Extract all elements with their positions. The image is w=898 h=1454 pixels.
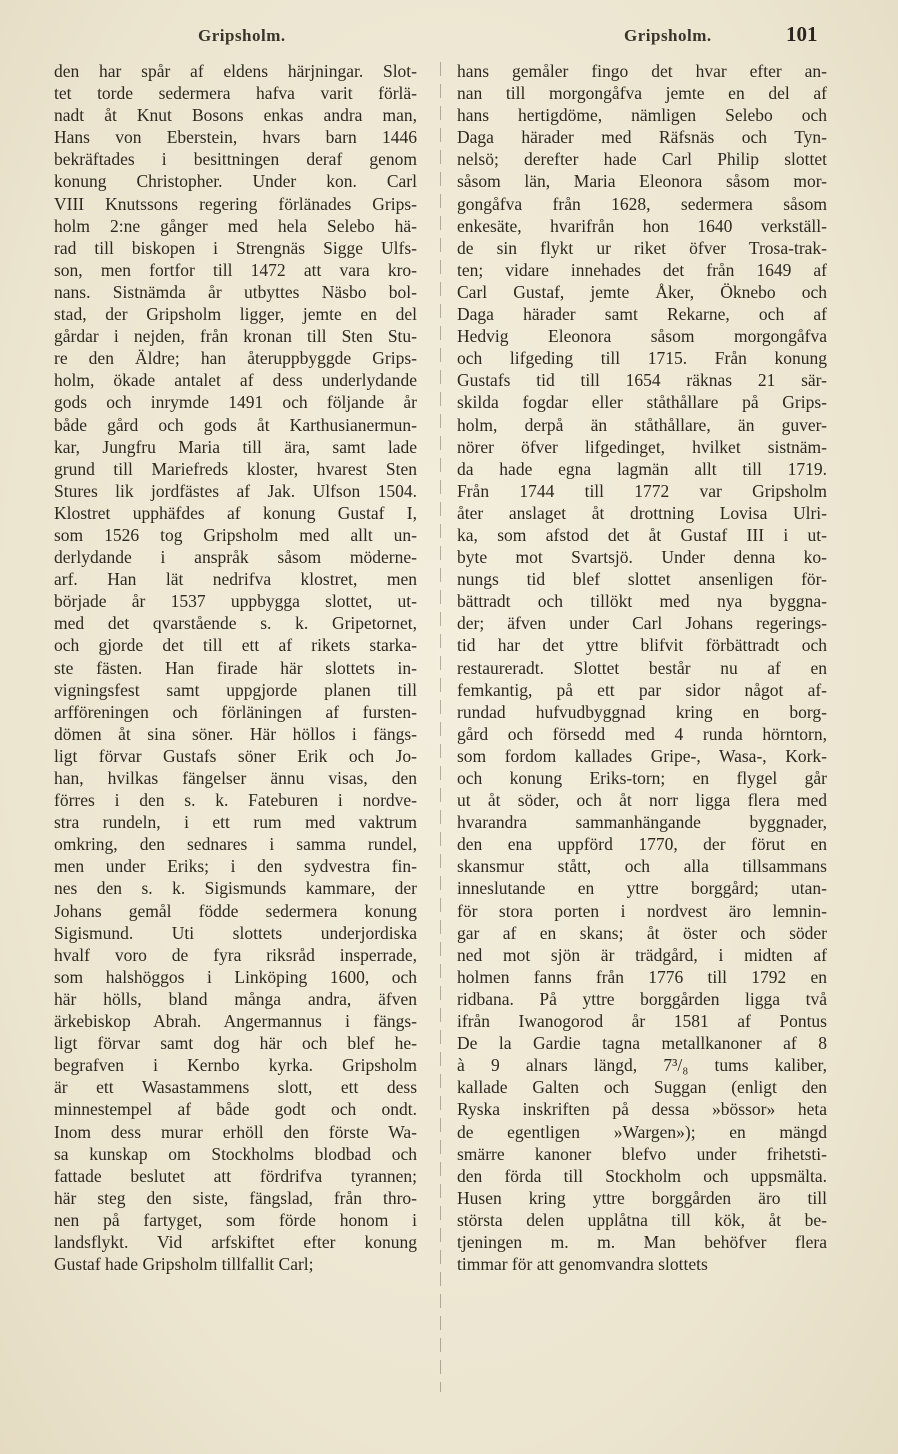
text-line: och konung Eriks-torn; en flygel går xyxy=(457,768,827,788)
text-line: här steg den siste, fängslad, från thro- xyxy=(54,1187,417,1208)
text-line: Carl Gustaf, jemte Åker, Öknebo och xyxy=(457,281,827,302)
text-column-right xyxy=(457,60,827,1275)
text-line: vigningsfest samt uppgjorde planen till xyxy=(54,679,417,700)
text-line: gongåfva från 1628, sedermera såsom xyxy=(457,193,827,214)
text-line: gar af en skans; åt öster och söder xyxy=(457,922,827,943)
text-line: den har spår af eldens härjningar. Slot- xyxy=(54,61,417,81)
text-line: landsflykt. Vid arfskiftet efter konung xyxy=(54,1231,417,1252)
text-line: derlydande i anspråk såsom möderne- xyxy=(54,547,417,568)
text-line: re den Äldre; han återuppbyggde Grips- xyxy=(54,348,417,369)
text-line: da hade egna lagmän allt till 1719. xyxy=(457,458,827,479)
text-line: ifrån Iwanogorod år 1581 af Pontus xyxy=(457,1011,827,1032)
text-line: kar, Jungfru Maria till ära, samt lade xyxy=(54,436,417,457)
text-line: ste fästen. Han firade här slottets in- xyxy=(54,657,417,678)
text-line: omkring, den sednares i samma rundel, xyxy=(54,834,417,855)
text-line: för stora porten i nordvest äro lemnin- xyxy=(457,900,827,921)
text-line: byte mot Svartsjö. Under denna ko- xyxy=(457,547,827,568)
text-line: Daga härader med Räfsnäs och Tyn- xyxy=(457,127,827,148)
text-line: arfföreningen och förläningen af fursten- xyxy=(54,701,417,722)
text-line: holm, derpå än ståthållare, än guver- xyxy=(457,414,827,435)
text-line: begrafven i Kernbo kyrka. Gripsholm xyxy=(54,1055,417,1076)
text-line: nungs tid blef slottet ansenligen för- xyxy=(457,569,827,590)
text-line: fattade beslutet att fördrifva tyrannen; xyxy=(54,1165,417,1186)
text-line: à 9 alnars längd, 7³/₈ tums kaliber, xyxy=(457,1055,827,1076)
text-line: gård och försedd med 4 runda hörntorn, xyxy=(457,723,827,744)
text-line: största delen upplåtna till kök, åt be- xyxy=(457,1209,827,1230)
text-line: han, hvilkas fängelser ännu visas, den xyxy=(54,768,417,788)
text-line: restaureradt. Slottet består nu af en xyxy=(457,657,827,678)
text-line: tjeningen m. m. Man behöfver flera xyxy=(457,1231,827,1252)
text-line: åter anslaget åt drottning Lovisa Ulri- xyxy=(457,502,827,523)
text-line: ärkebiskop Abrah. Angermannus i fängs- xyxy=(54,1011,417,1032)
text-line: kallade Galten och Suggan (enligt den xyxy=(457,1077,827,1098)
text-line: bekräftades i besittningen deraf genom xyxy=(54,149,417,170)
text-line: holm, ökade antalet af dess underlydande xyxy=(54,370,417,391)
text-line: hans gemåler fingo det hvar efter an- xyxy=(457,61,827,81)
text-line: Från 1744 till 1772 var Gripsholm xyxy=(457,480,827,501)
text-line: holmen fanns från 1776 till 1792 en xyxy=(457,966,827,987)
text-line: nörer öfver lifgedinget, hvilket sistnäm- xyxy=(457,436,827,457)
text-line: son, men fortfor till 1472 att vara kro- xyxy=(54,259,417,280)
text-line: hans hertigdöme, nämligen Selebo och xyxy=(457,105,827,126)
text-line: Daga härader samt Rekarne, och af xyxy=(457,304,827,325)
text-line: ka, som afstod det åt Gustaf III i ut- xyxy=(457,524,827,545)
text-line: skilda fogdar eller ståthållare på Grips- xyxy=(457,392,827,413)
text-line: som fordom kallades Gripe-, Wasa-, Kork- xyxy=(457,745,827,766)
text-line: ridbana. På yttre borggården ligga två xyxy=(457,988,827,1009)
text-line: nen på fartyget, som förde honom i xyxy=(54,1209,417,1230)
text-line: både gård och gods åt Karthusianermun- xyxy=(54,414,417,435)
text-line: stra rundeln, i ett rum med vaktrum xyxy=(54,812,417,833)
text-line: rundad hufvudbyggnad kring en borg- xyxy=(457,701,827,722)
text-line: stad, der Gripsholm ligger, jemte en del xyxy=(54,304,417,325)
text-line: Hedvig Eleonora såsom morgongåfva xyxy=(457,326,827,347)
text-line: VIII Knutssons regering förlänades Grips- xyxy=(54,193,417,214)
text-line: började år 1537 uppbygga slottet, ut- xyxy=(54,591,417,612)
text-line: der; äfven under Carl Johans regerings- xyxy=(457,613,827,634)
text-line: gods och inrymde 1491 och följande år xyxy=(54,392,417,413)
running-header-right: Gripsholm. xyxy=(624,26,712,45)
text-line: hvalf voro de fyra riksråd insperrade, xyxy=(54,944,417,965)
text-line: och gjorde det till ett af rikets starka- xyxy=(54,635,417,656)
text-line: nadt åt Knut Bosons enkas andra man, xyxy=(54,105,417,126)
text-line: som 1526 tog Gripsholm med allt un- xyxy=(54,524,417,545)
text-line: ned mot sjön är trädgård, i midten af xyxy=(457,944,827,965)
text-line: förres i den s. k. Fateburen i nordve- xyxy=(54,790,417,811)
text-line: Gustaf hade Gripsholm tillfallit Carl; xyxy=(54,1254,314,1275)
text-line: ligt förvar Gustafs söner Erik och Jo- xyxy=(54,745,417,766)
text-line: smärre kanoner blefvo under frihetsti- xyxy=(457,1143,827,1164)
text-line: enkesäte, hvarifrån hon 1640 verkställ- xyxy=(457,215,827,236)
text-line: konung Christopher. Under kon. Carl xyxy=(54,171,417,192)
text-line: den förda till Stockholm och uppsmälta. xyxy=(457,1165,827,1186)
text-line: de egentligen »Wargen»); en mängd xyxy=(457,1121,827,1142)
running-header-left: Gripsholm. xyxy=(198,26,286,45)
text-line: Husen kring yttre borggården äro till xyxy=(457,1187,827,1208)
column-divider xyxy=(440,62,441,1392)
text-line: Johans gemål födde sedermera konung xyxy=(54,900,417,921)
text-line: holm 2:ne gånger med hela Selebo hä- xyxy=(54,215,417,236)
text-line: skansmur stått, och alla tillsammans xyxy=(457,856,827,877)
text-line: nes den s. k. Sigismunds kammare, der xyxy=(54,878,417,899)
text-line: den ena uppförd 1770, der förut en xyxy=(457,834,827,855)
text-line: Hans von Eberstein, hvars barn 1446 xyxy=(54,127,417,148)
text-line: såsom län, Maria Eleonora såsom mor- xyxy=(457,171,827,192)
text-line: femkantig, på ett par sidor något af- xyxy=(457,679,827,700)
text-line: bättradt och tillökt med nya byggna- xyxy=(457,591,827,612)
text-line: Klostret upphäfdes af konung Gustaf I, xyxy=(54,502,417,523)
text-line: Sigismund. Uti slottets underjordiska xyxy=(54,922,417,943)
text-line: med det qvarstående s. k. Gripetornet, xyxy=(54,613,417,634)
text-line: nelsö; derefter hade Carl Philip slottet xyxy=(457,149,827,170)
text-line: ligt förvar samt dog här och blef he- xyxy=(54,1033,417,1054)
text-line: gårdar i nejden, från kronan till Sten Stu- xyxy=(54,326,417,347)
text-line: dömen åt sina söner. Här höllos i fängs- xyxy=(54,723,417,744)
text-line: som halshöggos i Linköping 1600, och xyxy=(54,966,417,987)
text-column-left xyxy=(54,60,417,1275)
text-line: sa kunskap om Stockholms blodbad och xyxy=(54,1143,417,1164)
text-line: hvarandra sammanhängande byggnader, xyxy=(457,812,827,833)
text-line: är ett Wasastammens slott, ett dess xyxy=(54,1077,417,1098)
text-line: men under Eriks; i den sydvestra fin- xyxy=(54,856,417,877)
text-line: de sin flykt ur riket öfver Trosa-trak- xyxy=(457,237,827,258)
text-line: Inom dess murar erhöll den förste Wa- xyxy=(54,1121,417,1142)
text-line: De la Gardie tagna metallkanoner af 8 xyxy=(457,1033,827,1054)
text-line: tet torde sedermera hafva varit förlä- xyxy=(54,83,417,104)
text-line: rad till biskopen i Strengnäs Sigge Ulfs- xyxy=(54,237,417,258)
text-line: här hölls, bland många andra, äfven xyxy=(54,988,417,1009)
text-line: minnestempel af både godt och ondt. xyxy=(54,1099,417,1120)
text-line: inneslutande en yttre borggård; utan- xyxy=(457,878,827,899)
text-line: och lifgeding till 1715. Från konung xyxy=(457,348,827,369)
text-line: ut åt söder, och åt norr ligga flera med xyxy=(457,790,827,811)
text-line: tid har det yttre blifvit förbättradt och xyxy=(457,635,827,656)
text-line: Ryska inskriften på dessa »bössor» heta xyxy=(457,1099,827,1120)
text-line: nan till morgongåfva jemte en del af xyxy=(457,83,827,104)
text-line: grund till Mariefreds kloster, hvarest Sten xyxy=(54,458,417,479)
text-line: nans. Sistnämda år utbyttes Näsbo bol- xyxy=(54,281,417,302)
text-line: Stures lik jordfästes af Jak. Ulfson 1504. xyxy=(54,480,417,501)
text-line: ten; vidare innehades det från 1649 af xyxy=(457,259,827,280)
page-number: 101 xyxy=(786,22,818,46)
text-line: Gustafs tid till 1654 räknas 21 sär- xyxy=(457,370,827,391)
text-line: arf. Han lät nedrifva klostret, men xyxy=(54,569,417,590)
text-line: timmar för att genomvandra slottets xyxy=(457,1254,708,1275)
